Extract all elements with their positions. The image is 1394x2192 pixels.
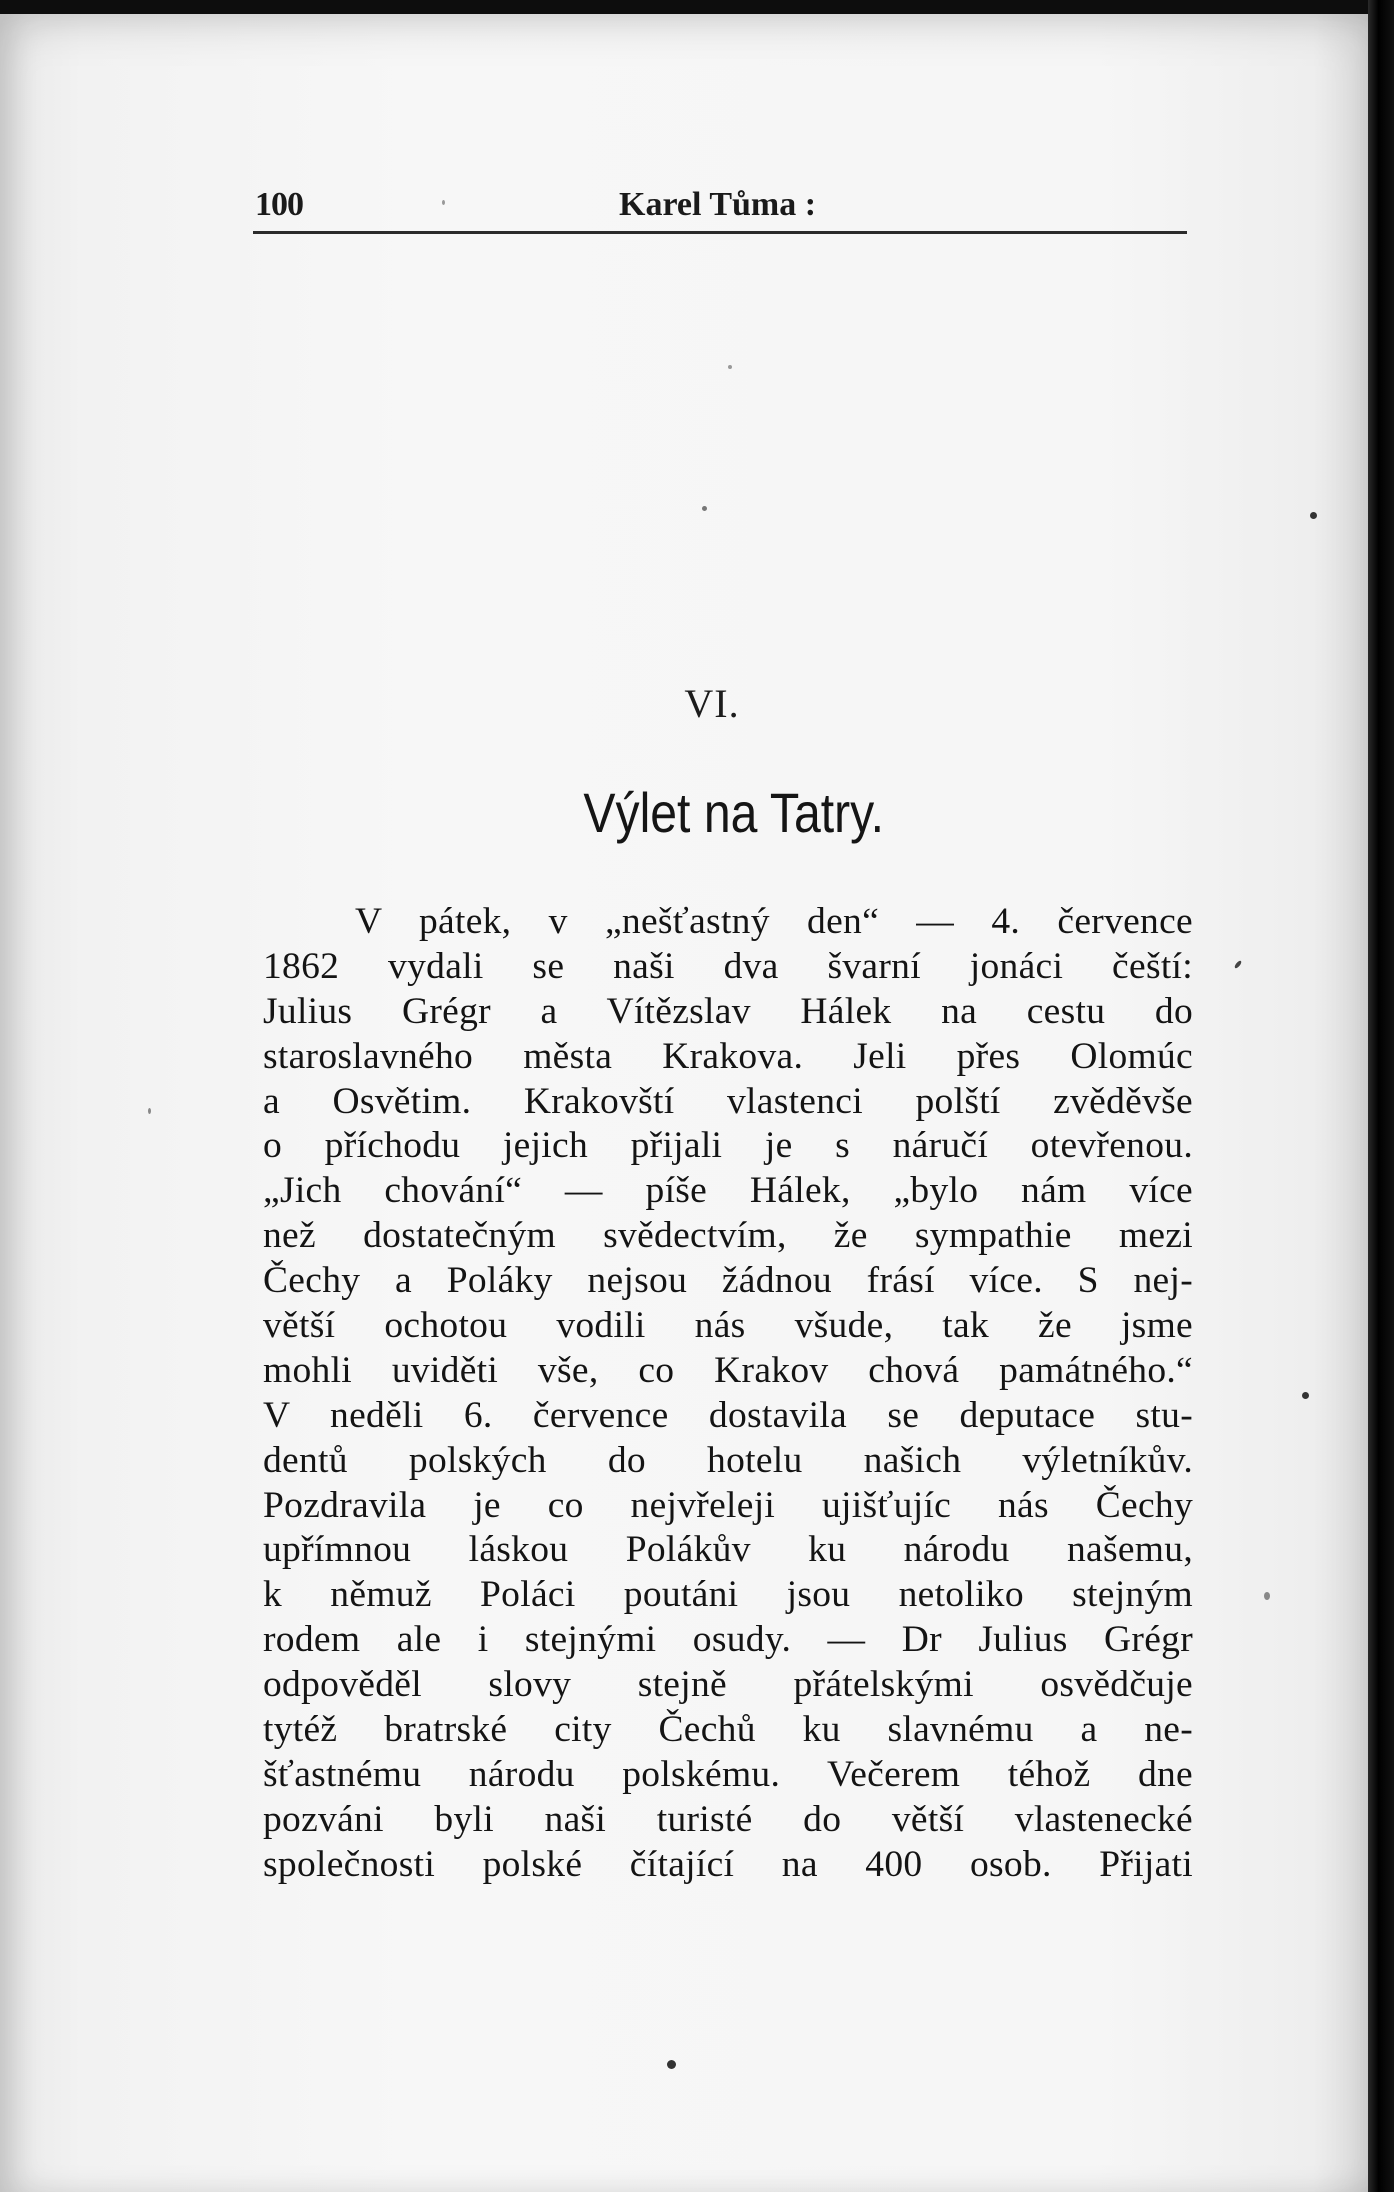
text-line: „Jich chování“ — píše Hálek, „bylo nám více: [263, 1170, 1193, 1212]
chapter-number: VI.: [684, 681, 740, 726]
text-line: Pozdravila je co nejvřeleji ujišťujíc nás Čechy: [263, 1484, 1193, 1526]
print-speck: [442, 200, 445, 205]
print-speck: [148, 1108, 151, 1114]
text-line: V neděli 6. července dostavila se deputace stu-: [263, 1394, 1193, 1436]
page-number: 100: [255, 186, 303, 223]
binding-edge: [1368, 0, 1394, 2192]
text-line: než dostatečným svědectvím, že sympathie mezi: [263, 1215, 1193, 1257]
print-speck: [728, 365, 732, 369]
text-line: šťastnému národu polskému. Večerem téhož dne: [263, 1753, 1193, 1795]
text-line: a Osvětim. Krakovští vlastenci polští zvěděvše: [263, 1080, 1193, 1122]
body-text: [263, 900, 1193, 1888]
text-line: dentů polských do hotelu našich výletníkův.: [263, 1439, 1193, 1481]
text-line: společnosti polské čítající na 400 osob. Přijati: [263, 1843, 1193, 1885]
text-line: Julius Grégr a Vítězslav Hálek na cestu do: [263, 990, 1193, 1032]
text-line: 1862 vydali se naši dva švarní jonáci čeští:: [263, 945, 1193, 987]
print-speck: [1264, 1592, 1270, 1600]
print-speck: [1302, 1392, 1309, 1399]
running-head: [255, 186, 1185, 234]
text-line: upřímnou láskou Polákův ku národu našemu,: [263, 1529, 1193, 1571]
text-line: V pátek, v „nešťastný den“ — 4. července: [355, 901, 1193, 942]
chapter-title: Výlet na Tatry.: [583, 781, 885, 844]
print-speck: [1310, 512, 1317, 519]
text-line: pozváni byli naši turisté do větší vlastenecké: [263, 1798, 1193, 1840]
text-line: větší ochotou vodili nás všude, tak že jsme: [263, 1305, 1193, 1347]
text-line: mohli uviděti vše, co Krakov chová památného.“: [263, 1349, 1193, 1391]
running-title: Karel Tůma :: [619, 186, 817, 223]
text-line: rodem ale i stejnými osudy. — Dr Julius Grégr: [263, 1619, 1193, 1661]
print-speck: [667, 2060, 676, 2069]
text-line: staroslavného města Krakova. Jeli přes Olomúc: [263, 1035, 1193, 1077]
print-speck: [702, 506, 707, 511]
text-line: o příchodu jejich přijali je s náručí otevřenou.: [263, 1125, 1193, 1167]
header-rule: [253, 231, 1187, 234]
text-line: odpověděl slovy stejně přátelskými osvědčuje: [263, 1664, 1193, 1706]
text-line: k němuž Poláci poutáni jsou netoliko stejným: [263, 1574, 1193, 1616]
text-line: Čechy a Poláky nejsou žádnou frásí více. S nej-: [263, 1260, 1193, 1302]
text-line: tytéž bratrské city Čechů ku slavnému a ne-: [263, 1709, 1193, 1751]
